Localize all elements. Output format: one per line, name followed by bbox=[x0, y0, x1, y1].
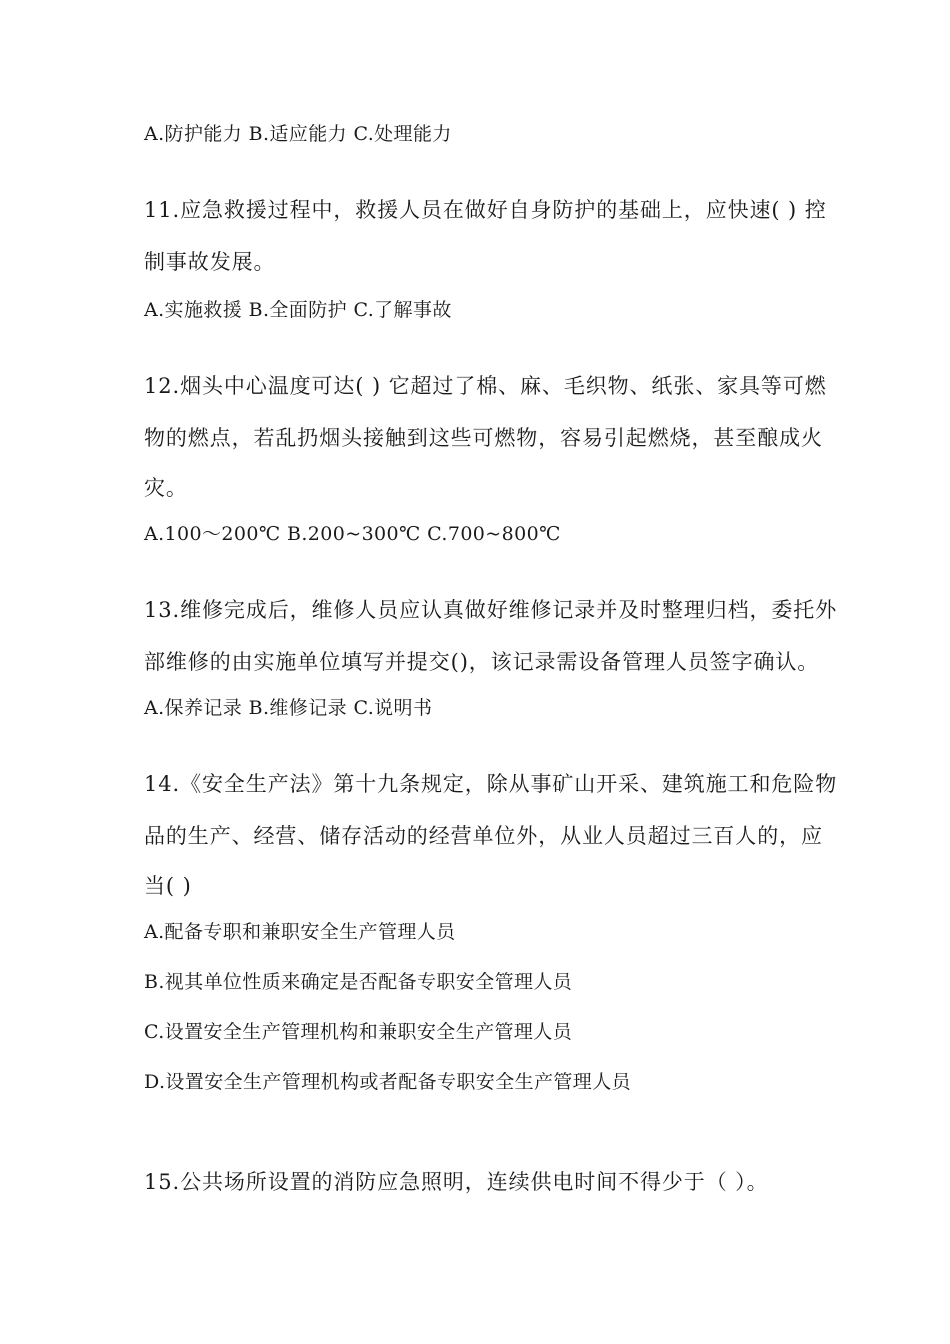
q15-text-line-1: 15.公共场所设置的消防应急照明，连续供电时间不得少于（ ）。 bbox=[144, 1170, 769, 1194]
q14-option-b: B.视其单位性质来确定是否配备专职安全管理人员 bbox=[144, 971, 573, 993]
q14-text-line-2: 品的生产、经营、储存活动的经营单位外，从业人员超过三百人的，应 bbox=[144, 824, 823, 848]
q12-text-line-2: 物的燃点，若乱扔烟头接触到这些可燃物，容易引起燃烧，甚至酿成火 bbox=[144, 426, 823, 450]
q12-text-line-1: 12.烟头中心温度可达( ) 它超过了棉、麻、毛织物、纸张、家具等可燃 bbox=[144, 374, 827, 398]
q12-text-line-3: 灾。 bbox=[144, 476, 188, 500]
q11-text-line-1: 11.应急救援过程中，救援人员在做好自身防护的基础上，应快速( ) 控 bbox=[144, 198, 827, 222]
q14-option-a: A.配备专职和兼职安全生产管理人员 bbox=[144, 921, 456, 943]
q10-options: A.防护能力 B.适应能力 C.处理能力 bbox=[144, 123, 452, 145]
q12-options: A.100～200℃ B.200~300℃ C.700~800℃ bbox=[144, 523, 561, 545]
q14-option-d: D.设置安全生产管理机构或者配备专职安全生产管理人员 bbox=[144, 1071, 631, 1093]
q13-text-line-2: 部维修的由实施单位填写并提交()，该记录需设备管理人员签字确认。 bbox=[144, 650, 820, 674]
q14-option-c: C.设置安全生产管理机构和兼职安全生产管理人员 bbox=[144, 1021, 573, 1043]
q11-text-line-2: 制事故发展。 bbox=[144, 250, 276, 274]
q14-text-line-1: 14.《安全生产法》第十九条规定，除从事矿山开采、建筑施工和危险物 bbox=[144, 772, 838, 796]
q13-text-line-1: 13.维修完成后，维修人员应认真做好维修记录并及时整理归档，委托外 bbox=[144, 598, 838, 622]
q13-options: A.保养记录 B.维修记录 C.说明书 bbox=[144, 697, 433, 719]
q14-text-line-3: 当( ) bbox=[144, 874, 192, 898]
q11-options: A.实施救援 B.全面防护 C.了解事故 bbox=[144, 299, 452, 321]
